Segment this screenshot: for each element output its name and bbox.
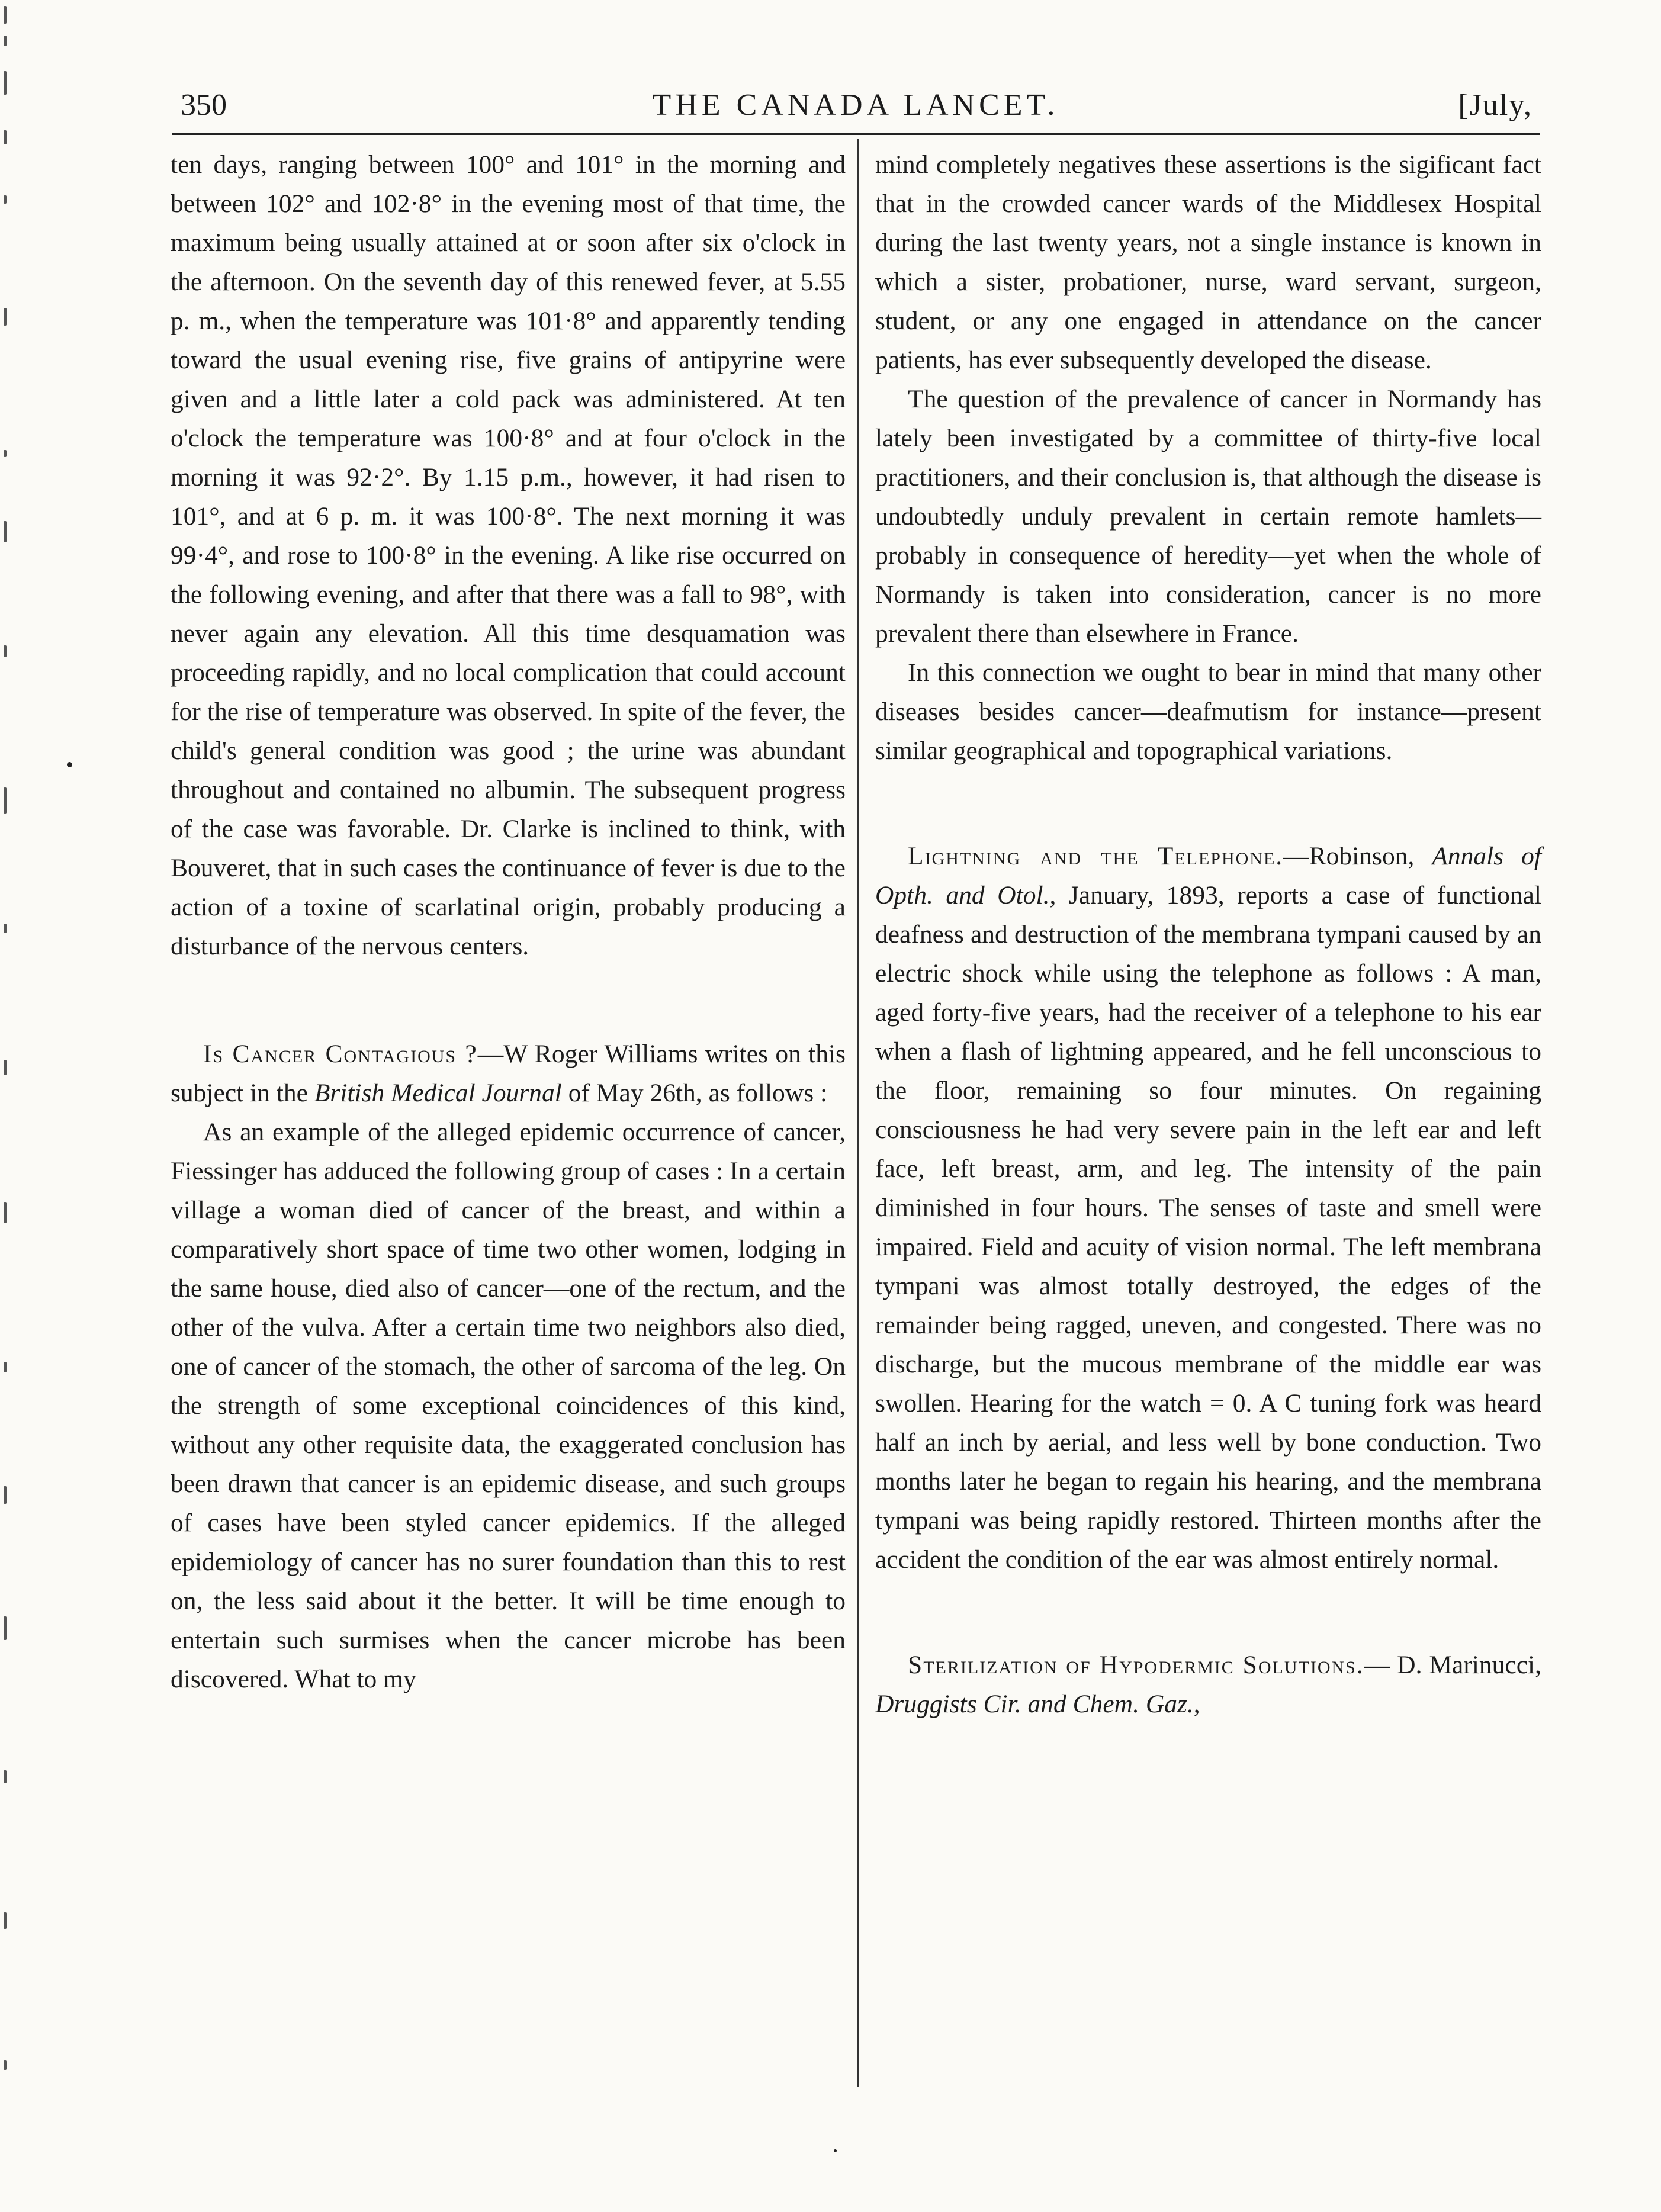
- right-column: [875, 145, 1541, 1724]
- section-tail: ,: [1193, 1690, 1200, 1718]
- normandy-paragraph: The question of the prevalence of cancer in Normandy has lately been investigated by a committee of thirty-five local practitioners, and their conclusion is, that although the disease is undoubtedly unduly prevalent in certain remote hamlets—probably in consequence of heredity—yet when the whole of Normandy is taken into consideration, cancer is no more prevalent there than elsewhere in France.: [875, 385, 1541, 648]
- journal-citation: Druggists Cir. and Chem. Gaz.: [875, 1690, 1194, 1718]
- cancer-epidemic-paragraph: As an example of the alleged epidemic occurrence of cancer, Fiessinger has adduced the following group of cases : In a certain village a woman died of cancer of the breast, and within a comparatively short space of time two other women, lodging in the same house, died also of cancer—one of the rectum, and the other of the vulva. After a certain time two neighbors also died, one of cancer of the stomach, the other of sarcoma of the leg. On the strength of some exceptional coincidences of this kind, without any other requisite data, the exaggerated conclusion has been drawn that cancer is an epidemic disease, and such groups of cases have been styled cancer epidemics. If the alleged epidemiology of cancer has no surer foundation than this to rest on, the less said about it the better. It will be time enough to entertain such surmises when the cancer microbe has been discovered. What to my: [171, 1118, 846, 1693]
- fever-case-paragraph: ten days, ranging between 100° and 101° in the morning and between 102° and 102·8° in the evening most of that time, the maximum being usually attained at or soon after six o'clock in the afternoon. On the seventh day of this renewed fever, at 5.55 p. m., when the temperature was 101·8° and apparently tending toward the usual evening rise, five grains of antipyrine were given and a little later a cold pack was administered. At ten o'clock the temperature was 100·8° and at four o'clock in the morning it was 92·2°. By 1.15 p.m., however, it had risen to 101°, and at 6 p. m. it was 100·8°. The next morning it was 99·4°, and rose to 100·8° in the evening. A like rise occurred on the following evening, and after that there was a fall to 98°, with never again any elevation. All this time desquamation was proceeding rapidly, and no local complication that could account for the rise of temperature was observed. In spite of the fever, the child's general condition was good ; the urine was abundant throughout and contained no albumin. The subsequent progress of the case was favorable. Dr. Clarke is inclined to think, with Bouveret, that in such cases the continuance of fever is due to the action of a toxine of scarlatinal origin, probably producing a disturbance of the nervous centers.: [171, 150, 846, 960]
- page-number: 350: [181, 88, 227, 122]
- column-divider: [857, 139, 859, 2087]
- sterilization-paragraph: [875, 1645, 1541, 1724]
- section-heading: Is Cancer Contagious ?: [203, 1040, 478, 1068]
- header-rule: [172, 133, 1540, 135]
- section-heading: Sterilization of Hypodermic Solutions.: [908, 1651, 1364, 1679]
- section-body: , January, 1893, reports a case of functional deafness and destruction of the membrana tympani caused by an electric shock while using the telephone as follows : A man, aged forty-five years, had the receiver of a telephone to his ear when a flash of lightning appeared, and he fell unconscious to the floor, remaining so four minutes. On regaining consciousness he had very severe pain in the left ear and left face, left breast, arm, and leg. The intensity of the pain diminished in four hours. The senses of taste and smell were impaired. Field and acuity of vision normal. The left membrana tympani was almost totally destroyed, the edges of the remainder being ragged, uneven, and congested. There was no discharge, but the mucous membrane of the middle ear was swollen. Hearing for the watch = 0. A C tuning fork was heard half an inch by aerial, and less well by bone conduction. Two months later he began to regain his hearing, and the membrana tympani was being rapidly restored. Thirteen months after the accident the condition of the ear was almost entirely normal.: [875, 881, 1542, 1574]
- cancer-contagious-intro: [171, 1034, 846, 1113]
- section-heading: Lightning and the Telephone.: [908, 842, 1284, 870]
- lightning-telephone-paragraph: [875, 837, 1541, 1579]
- scan-speck: [67, 762, 72, 767]
- scan-speck: [834, 2149, 837, 2152]
- left-column: [171, 145, 846, 1699]
- journal-title: THE CANADA LANCET.: [652, 88, 1059, 122]
- section-intro: —Robinson,: [1283, 842, 1432, 870]
- running-header: [172, 82, 1540, 129]
- journal-citation: Annals of Opth. and Otol.: [875, 842, 1542, 909]
- section-intro: —W Roger Williams writes on this subject in the: [171, 1040, 846, 1107]
- deafmutism-paragraph: In this connection we ought to bear in mind that many other diseases besides cancer—deafmutism for instance—present similar geographical and topographical variations.: [875, 658, 1541, 765]
- section-intro-tail: of May 26th, as follows :: [561, 1079, 828, 1107]
- issue-month: [July,: [1458, 88, 1533, 122]
- section-intro: — D. Marinucci,: [1364, 1651, 1541, 1679]
- scan-edge-artifact: [0, 0, 14, 2212]
- journal-citation: British Medical Journal: [314, 1079, 562, 1107]
- middlesex-paragraph: mind completely negatives these assertions is the sigificant fact that in the crowded cancer wards of the Middlesex Hospital during the last twenty years, not a single instance is known in which a sister, probationer, nurse, ward servant, surgeon, student, or any one engaged in attendance on the cancer patients, has ever subsequently developed the disease.: [875, 150, 1541, 374]
